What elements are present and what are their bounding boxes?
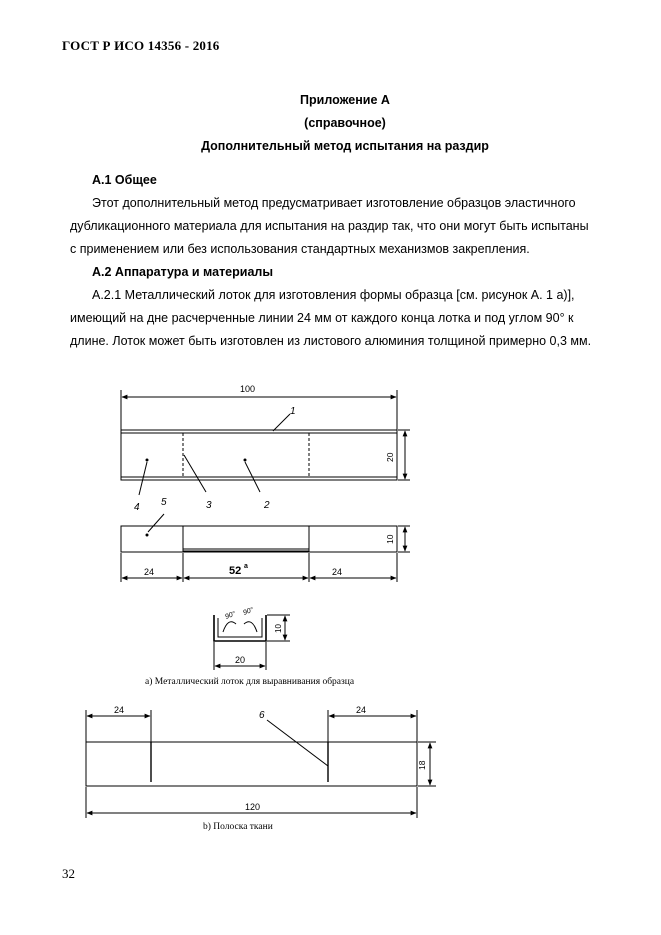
annex-subtitle: Дополнительный метод испытания на раздир [201,139,489,153]
section-a2-line: длине. Лоток может быть изготовлен из листового алюминия толщиной примерно 0,3 мм. [70,334,592,348]
dim-end-right: 24 [332,567,343,577]
label-2: 2 [264,500,270,511]
dim-length: 100 [240,384,256,394]
section-a2-line: имеющий на дне расчерченные линии 24 мм от каждого конца лотка и под углом 90° к [70,311,574,325]
dim-center: 52 [229,565,242,577]
figure-a-caption: а) Металлический лоток для выравнивания образца [145,677,355,687]
section-a2-heading: А.2 Аппаратура и материалы [92,265,274,279]
tray-top-view [121,390,410,495]
label-6: 6 [259,710,265,721]
fabric-strip [86,710,436,818]
strip-dim-length: 120 [245,802,261,812]
standard-header: ГОСТ Р ИСО 14356 - 2016 [62,38,220,53]
strip-dim-left: 24 [114,705,125,715]
dim-end-left: 24 [144,567,155,577]
page-number: 32 [62,866,75,881]
annex-status: (справочное) [304,116,386,130]
section-a2-line: А.2.1 Металлический лоток для изготовления формы образца [см. рисунок А. 1 а)], [92,288,575,302]
annex-title: Приложение А [300,93,390,107]
label-5: 5 [161,497,167,508]
dim-side-height: 10 [385,534,395,544]
section-height: 10 [274,624,283,633]
label-1: 1 [290,406,296,417]
strip-dim-right: 24 [356,705,367,715]
dim-center-note: a [244,563,248,570]
label-4: 4 [134,502,140,513]
strip-dim-height: 18 [417,760,427,770]
tray-cross-section [214,615,290,670]
angle-label: 90° [224,610,237,621]
section-width: 20 [235,655,246,665]
tray-side-view [121,514,410,582]
dim-height: 20 [385,452,395,462]
section-a1-line: дубликационного материала для испытания на раздир так, что они могут быть испытаны [70,219,589,233]
section-a1-line: с применением или без использования стандартных механизмов закрепления. [70,242,530,256]
section-a1-line: Этот дополнительный метод предусматривает изготовление образцов эластичного [92,196,576,210]
section-a1-heading: А.1 Общее [92,173,157,187]
label-3: 3 [206,500,212,511]
angle-label-2: 90° [242,606,255,617]
figure-b-caption: b) Полоска ткани [203,822,273,832]
